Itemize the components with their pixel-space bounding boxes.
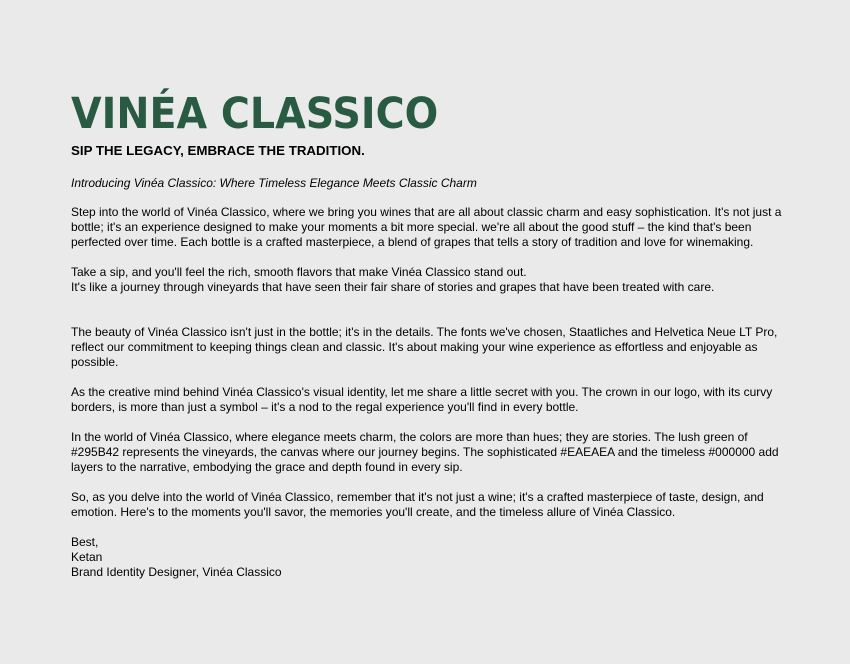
- paragraph-details: The beauty of Vinéa Classico isn't just in the bottle; it's in the details. The fonts we've chosen, Staatliches and Helvetica Neue LT Pro, reflect our commitment to keeping things clean and classic. It's about making your wine experience as effortless and enjoyable as possible.: [71, 325, 778, 369]
- signoff-name: Ketan: [71, 550, 103, 564]
- tagline: SIP THE LEGACY, EMBRACE THE TRADITION.: [71, 143, 365, 158]
- paragraph-logo: As the creative mind behind Vinéa Classico's visual identity, let me share a little secret with you. The crown in our logo, with its curvy borders, is more than just a symbol – it's a nod to the regal experience you'll find in every bottle.: [71, 385, 773, 414]
- signoff-closing: Best,: [71, 535, 99, 549]
- paragraph-colors: In the world of Vinéa Classico, where elegance meets charm, the colors are more than hues; they are stories. The lush green of #295B42 represents the vineyards, the canvas where our journey begins. The sophisticated #EAEAEA and the timeless #000000 add layers to the narrative, embodying the grace and depth found in every sip.: [71, 430, 779, 474]
- letter: [71, 88, 783, 580]
- intro-heading: Introducing Vinéa Classico: Where Timeless Elegance Meets Classic Charm: [71, 176, 477, 190]
- signoff: [71, 535, 783, 580]
- signoff-role: Brand Identity Designer, Vinéa Classico: [71, 565, 282, 579]
- paragraph-sip: [71, 265, 783, 295]
- paragraph-closing: So, as you delve into the world of Vinéa Classico, remember that it's not just a wine; it's a crafted masterpiece of taste, design, and emotion. Here's to the moments you'll savor, the memories you'll create, and the timeless allure of Vinéa Classico.: [71, 490, 764, 519]
- letter-body: [71, 205, 783, 520]
- brand-title: VINÉA CLASSICO: [71, 89, 439, 139]
- paragraph-welcome: Step into the world of Vinéa Classico, where we bring you wines that are all about classic charm and easy sophistication. It's not just a bottle; it's an experience designed to make your moments a bit more special. we're all about the good stuff – the kind that's been perfected over time. Each bottle is a crafted masterpiece, a blend of grapes that tells a story of tradition and love for winemaking.: [71, 205, 782, 249]
- paragraph-sip-line-1: Take a sip, and you'll feel the rich, smooth flavors that make Vinéa Classico stand out.: [71, 265, 527, 279]
- paragraph-sip-line-2: It's like a journey through vineyards that have seen their fair share of stories and grapes that have been treated with care.: [71, 280, 715, 294]
